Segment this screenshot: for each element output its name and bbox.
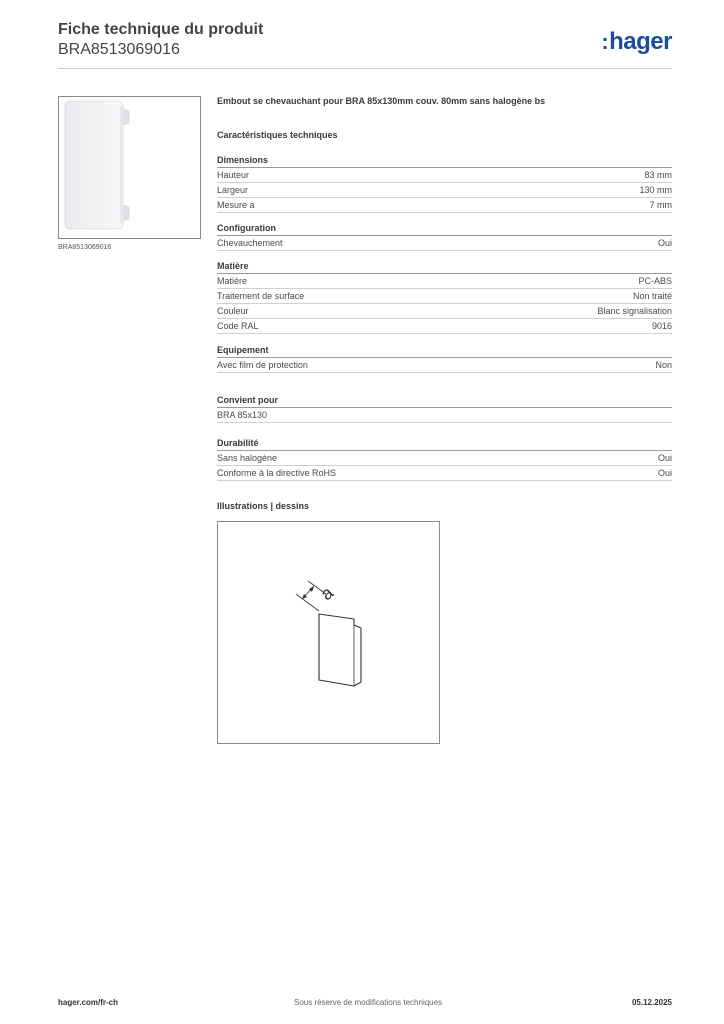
footer-date: 05.12.2025	[631, 998, 672, 1007]
illustrations-heading: Illustrations | dessins	[217, 501, 310, 511]
section-configuration	[217, 223, 672, 251]
section-title: Configuration	[217, 223, 672, 236]
product-code: BRA8513069016	[58, 41, 180, 58]
section-equipement	[217, 345, 672, 373]
spec-row: Sans halogène Oui	[217, 451, 672, 466]
section-dimensions	[217, 155, 672, 213]
section-title: Equipement	[217, 345, 672, 358]
section-title: Matière	[217, 261, 672, 274]
footer-notice: Sous réserve de modifications techniques	[294, 998, 443, 1007]
end-cap-photo	[59, 97, 200, 238]
image-caption: BRA8513069016	[58, 244, 112, 251]
spec-row: BRA 85x130	[217, 408, 672, 423]
footer-website[interactable]: hager.com/fr-ch	[58, 998, 119, 1007]
page-footer	[58, 998, 672, 1012]
technical-characteristics-heading: Caractéristiques techniques	[217, 130, 338, 140]
section-title: Convient pour	[217, 395, 672, 408]
spec-content	[217, 96, 672, 515]
section-matiere	[217, 261, 672, 334]
hager-logo: :hager	[601, 28, 672, 55]
dimension-drawing	[218, 522, 439, 743]
spec-row: Chevauchement Oui	[217, 236, 672, 251]
spec-row: Mesure a 7 mm	[217, 198, 672, 213]
product-image	[58, 96, 201, 239]
spec-row: Matière PC-ABS	[217, 274, 672, 289]
page-header	[58, 20, 672, 70]
dimension-label: a	[316, 582, 338, 605]
section-title: Dimensions	[217, 155, 672, 168]
spec-row: Avec film de protection Non	[217, 358, 672, 373]
header-divider	[58, 68, 672, 69]
spec-row: Traitement de surface Non traité	[217, 289, 672, 304]
spec-row: Conforme à la directive RoHS Oui	[217, 466, 672, 481]
page-title: Fiche technique du produit	[58, 21, 264, 38]
spec-row: Hauteur 83 mm	[217, 168, 672, 183]
section-convient-pour	[217, 395, 672, 423]
spec-row: Code RAL 9016	[217, 319, 672, 334]
section-durabilite	[217, 438, 672, 481]
spec-row: Largeur 130 mm	[217, 183, 672, 198]
product-description: Embout se chevauchant pour BRA 85x130mm couv. 80mm sans halogène bs	[217, 96, 546, 106]
technical-drawing	[217, 521, 440, 744]
section-title: Durabilité	[217, 438, 672, 451]
spec-row: Couleur Blanc signalisation	[217, 304, 672, 319]
